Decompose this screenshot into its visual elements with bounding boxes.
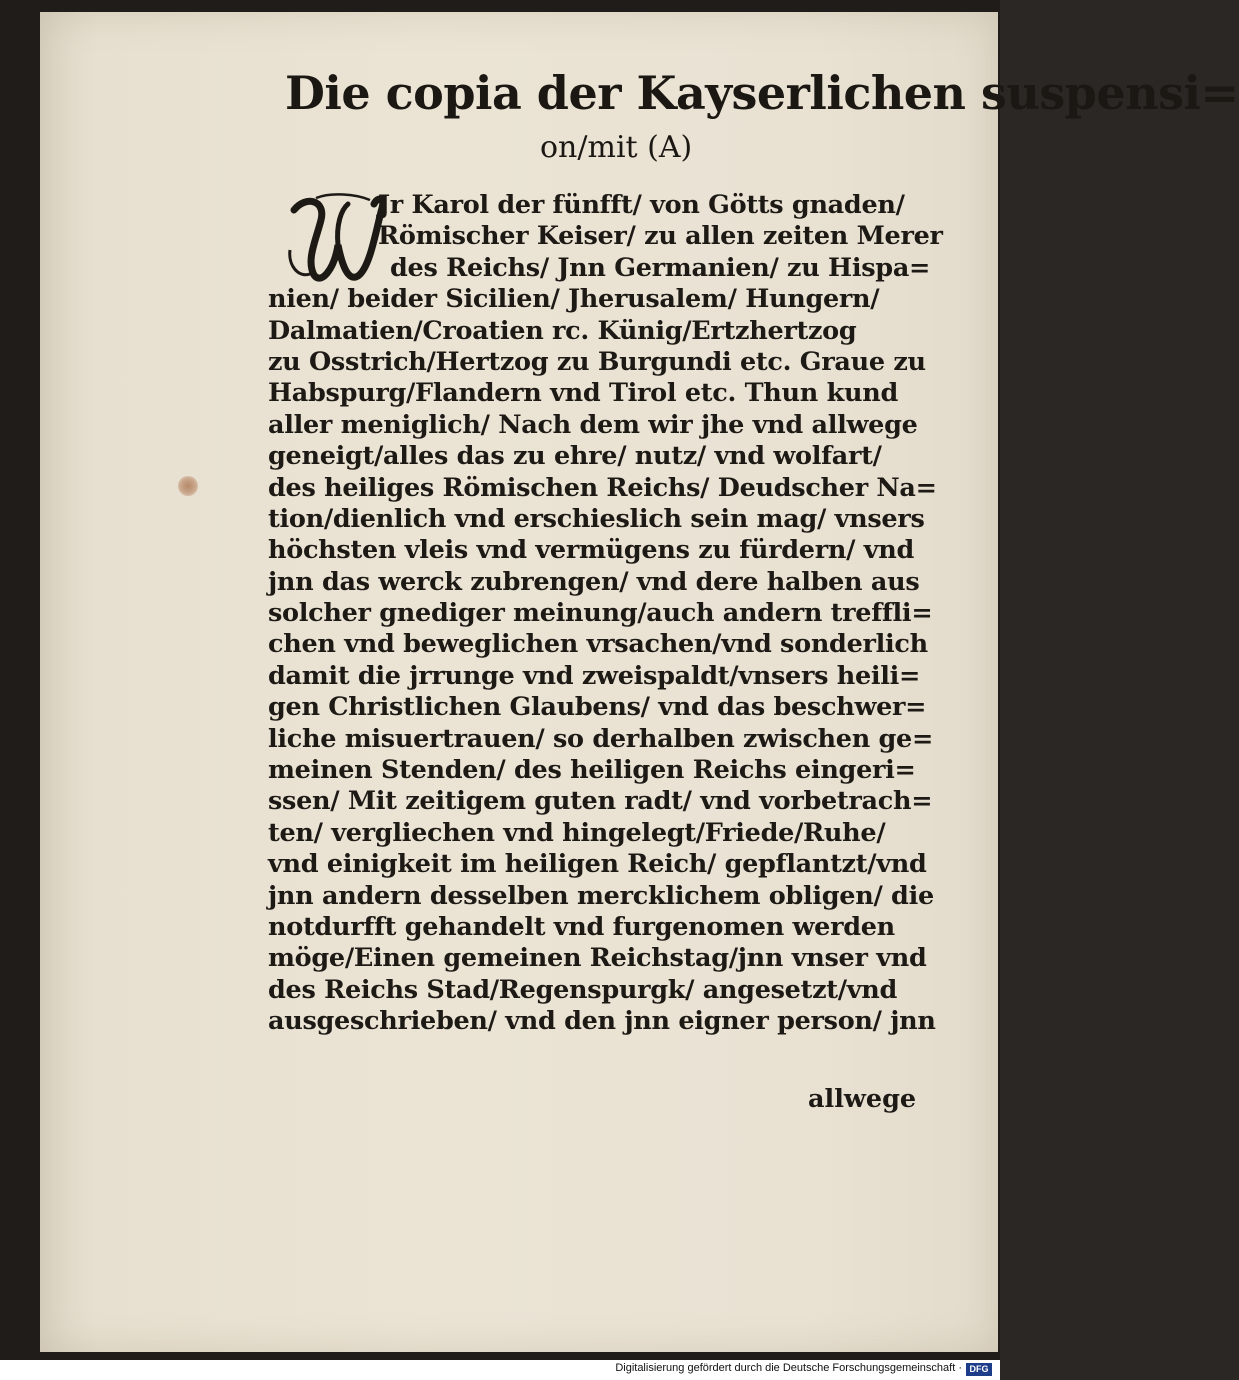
text-line: ssen/ Mit zeitigem guten radt/ vnd vorbetrach= — [268, 786, 933, 817]
text-line: tion/dienlich vnd erschieslich sein mag/ vnsers — [268, 503, 925, 534]
text-line: Römischer Keiser/ zu allen zeiten Merer — [378, 221, 943, 252]
footer-credit: Digitalisierung gefördert durch die Deutsche Forschungsgemeinschaft · — [615, 1362, 962, 1374]
initial-letter-text: W — [337, 248, 339, 249]
text-line: geneigt/alles das zu ehre/ nutz/ vnd wolfart/ — [268, 441, 882, 472]
text-line: nien/ beider Sicilien/ Jherusalem/ Hungern/ — [268, 284, 880, 315]
text-line: höchsten vleis vnd vermügens zu fürdern/ vnd — [268, 535, 914, 566]
paper-stain — [178, 476, 198, 496]
text-line: liche misuertrauen/ so derhalben zwischen ge= — [268, 723, 934, 754]
text-line: jnn das werck zubrengen/ vnd dere halben aus — [268, 566, 920, 597]
text-line: Dalmatien/Croatien rc. Künig/Ertzhertzog — [268, 315, 857, 346]
page-title-continuation: on/mit (A) — [540, 130, 693, 165]
text-line: aller meniglich/ Nach dem wir jhe vnd allwege — [268, 409, 918, 440]
text-line: Habspurg/Flandern vnd Tirol etc. Thun kund — [268, 378, 898, 409]
text-line: des Reichs/ Jnn Germanien/ zu Hispa= — [390, 252, 931, 283]
dfg-logo: DFG — [966, 1363, 992, 1376]
text-line: ten/ vergliechen vnd hingelegt/Friede/Ruhe/ — [268, 817, 886, 848]
text-line: gen Christlichen Glaubens/ vnd das beschwer= — [268, 692, 927, 723]
text-line: des Reichs Stad/Regenspurgk/ angesetzt/vnd — [268, 974, 898, 1005]
catchword: allwege — [808, 1084, 917, 1114]
body-text — [268, 190, 943, 1038]
text-line: notdurfft gehandelt vnd furgenomen werden — [268, 911, 895, 942]
text-line: damit die jrrunge vnd zweispaldt/vnsers heili= — [268, 660, 921, 691]
text-line: möge/Einen gemeinen Reichstag/jnn vnser vnd — [268, 943, 927, 974]
text-line: meinen Stenden/ des heiligen Reichs eingeri= — [268, 755, 916, 786]
text-line: ausgeschrieben/ vnd den jnn eigner person/ jnn — [268, 1006, 936, 1037]
text-line: jnn andern desselben mercklichem obligen/ die — [268, 880, 934, 911]
text-line: Jr Karol der fünfft/ von Götts gnaden/ — [378, 190, 905, 220]
page-title: Die copia der Kayserlichen suspensi= — [285, 66, 1239, 120]
text-line: chen vnd beweglichen vrsachen/vnd sonderlich — [268, 629, 928, 660]
text-line: des heiliges Römischen Reichs/ Deudscher Na= — [268, 472, 937, 503]
text-line: solcher gnediger meinung/auch andern treffli= — [268, 598, 933, 629]
text-line: vnd einigkeit im heiligen Reich/ gepflantzt/vnd — [268, 849, 927, 880]
text-line: zu Osstrich/Hertzog zu Burgundi etc. Graue zu — [268, 346, 926, 377]
